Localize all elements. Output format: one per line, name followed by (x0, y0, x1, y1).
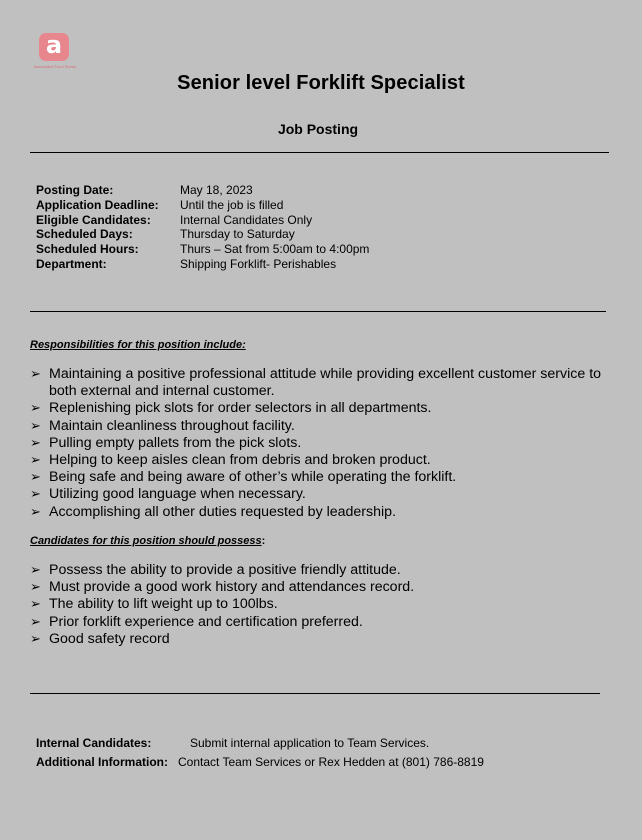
detail-label: Eligible Candidates: (36, 212, 151, 227)
list-item (30, 452, 620, 469)
detail-label: Posting Date: (36, 183, 114, 197)
detail-value: Thursday to Saturday (180, 227, 295, 242)
qualifications-heading (30, 535, 265, 547)
list-item-text: Replenishing pick slots for order selectors in all departments. (49, 400, 432, 417)
list-item-text: Being safe and being aware of other’s while operating the forklift. (49, 469, 457, 486)
arrow-bullet-icon: ➢ (30, 401, 41, 417)
detail-label: Scheduled Days: (36, 227, 133, 242)
list-item (30, 486, 620, 503)
detail-label: Application Deadline: (36, 197, 159, 212)
arrow-bullet-icon: ➢ (30, 487, 41, 503)
list-item (30, 579, 620, 596)
responsibilities-heading-text: Responsibilities for this position include: (30, 339, 246, 351)
company-logo (31, 31, 79, 71)
detail-value: Thurs – Sat from 5:00am to 4:00pm (180, 242, 370, 257)
arrow-bullet-icon: ➢ (30, 597, 41, 613)
footer-value: Contact Team Services or Rex Hedden at (801) 786-8819 (178, 755, 484, 769)
arrow-bullet-icon: ➢ (30, 453, 41, 469)
arrow-bullet-icon: ➢ (30, 614, 41, 630)
list-item (30, 504, 620, 521)
detail-value: Shipping Forklift- Perishables (180, 256, 337, 271)
arrow-bullet-icon: ➢ (30, 470, 41, 486)
qualifications-list (30, 562, 620, 648)
detail-value: Internal Candidates Only (180, 212, 313, 227)
detail-label: Scheduled Hours: (36, 242, 139, 257)
list-item-text: Prior forklift experience and certification preferred. (49, 613, 363, 630)
list-item (30, 469, 620, 486)
divider-bottom (30, 693, 600, 694)
list-item-text: Possess the ability to provide a positive friendly attitude. (49, 562, 401, 578)
list-item-text: Utilizing good language when necessary. (49, 486, 306, 503)
list-item-text: Helping to keep aisles clean from debris and broken product. (49, 452, 431, 469)
list-item-text: Pulling empty pallets from the pick slots. (49, 434, 302, 451)
list-item (30, 400, 620, 417)
arrow-bullet-icon: ➢ (30, 580, 41, 596)
page-title: Senior level Forklift Specialist (177, 72, 465, 94)
list-item (30, 614, 620, 631)
list-item (30, 366, 620, 400)
list-item (30, 631, 620, 648)
responsibilities-heading (30, 339, 246, 351)
logo-caption: Associated Food Stores (33, 64, 77, 69)
footer-label: Additional Information: (36, 755, 168, 769)
list-item-text: Must provide a good work history and attendances record. (49, 579, 415, 596)
arrow-bullet-icon: ➢ (30, 367, 41, 382)
list-item-text: The ability to lift weight up to 100lbs. (49, 596, 278, 613)
logo-letter: a (45, 31, 63, 59)
responsibilities-list (30, 366, 620, 521)
detail-value: May 18, 2023 (180, 183, 253, 197)
list-item (30, 596, 620, 613)
qualifications-heading-colon: : (261, 535, 266, 547)
divider-middle (30, 311, 606, 312)
page-subtitle: Job Posting (277, 121, 359, 137)
arrow-bullet-icon: ➢ (30, 563, 41, 578)
detail-value: Until the job is filled (180, 197, 284, 212)
arrow-bullet-icon: ➢ (30, 435, 41, 451)
qualifications-heading-text: Candidates for this position should possess (30, 535, 262, 547)
divider-top (30, 152, 609, 153)
list-item (30, 562, 620, 579)
list-item (30, 418, 620, 435)
list-item-text: Maintaining a positive professional attitude while providing excellent customer service to both external and internal customer. (49, 366, 602, 400)
footer-label: Internal Candidates: (36, 736, 152, 750)
arrow-bullet-icon: ➢ (30, 418, 41, 434)
list-item-text: Good safety record (49, 630, 170, 647)
arrow-bullet-icon: ➢ (30, 504, 41, 520)
list-item-text: Accomplishing all other duties requested by leadership. (49, 503, 397, 520)
arrow-bullet-icon: ➢ (30, 631, 41, 647)
footer-value: Submit internal application to Team Services. (190, 736, 430, 750)
list-item (30, 435, 620, 452)
list-item-text: Maintain cleanliness throughout facility. (49, 417, 295, 434)
detail-label: Department: (36, 256, 107, 271)
